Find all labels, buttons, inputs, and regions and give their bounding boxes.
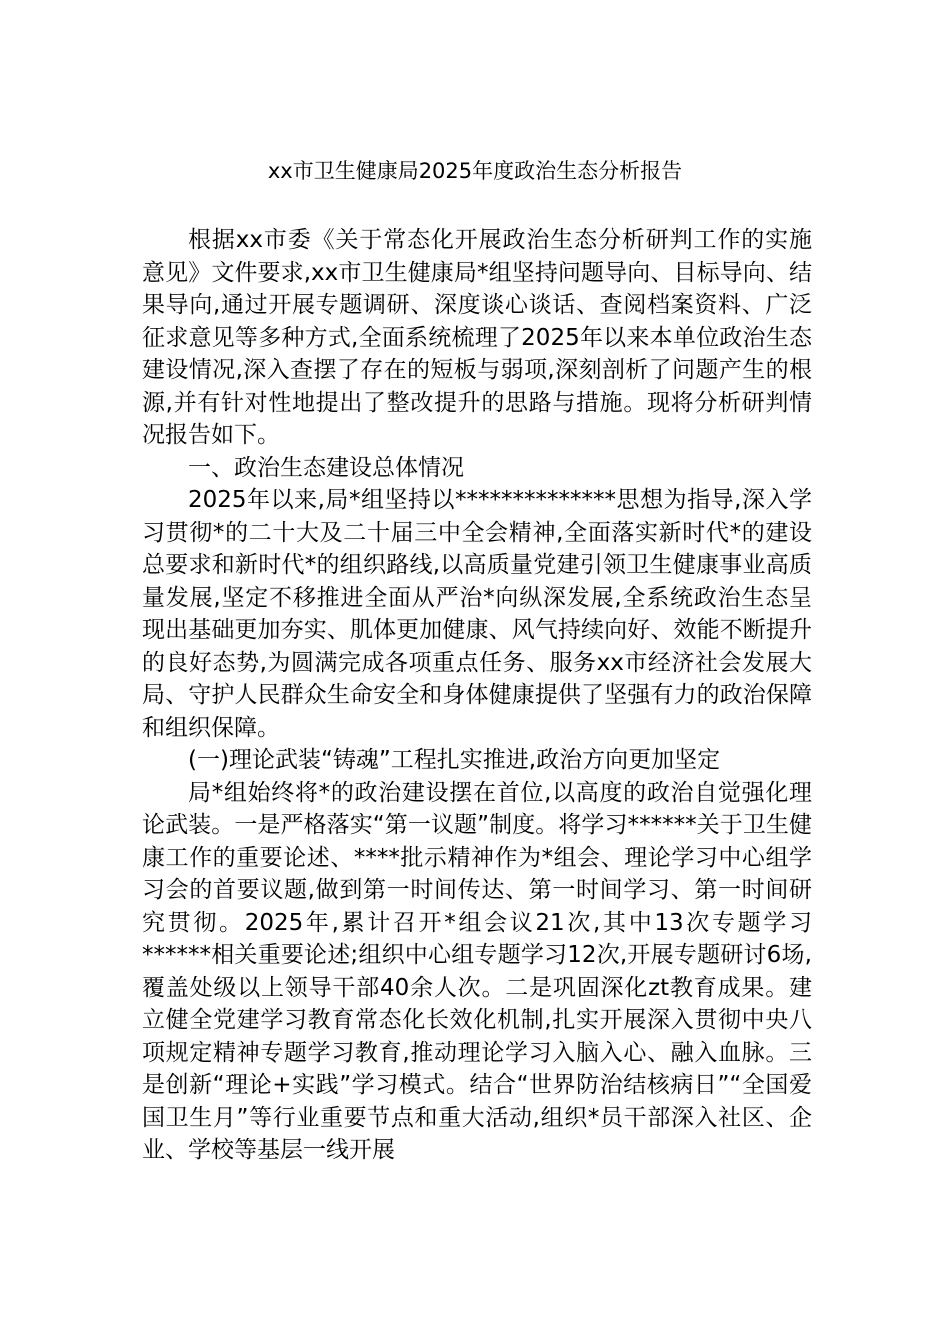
document-body <box>142 224 812 1167</box>
theory-paragraph: 局*组始终将*的政治建设摆在首位,以高度的政治自觉强化理论武装。一是严格落实“第一议题”制度。将学习******关于卫生健康工作的重要论述、****批示精神作为*组会、理论学习中心组学习会的首要议题,做到第一时间传达、第一时间学习、第一时间研究贯彻。2025年,累计召开*组会议21次,其中13次专题学习******相关重要论述;组织中心组专题学习12次,开展专题研讨6场,覆盖处级以上领导干部40余人次。二是巩固深化zt教育成果。建立健全党建学习教育常态化长效化机制,扎实开展深入贯彻中央八项规定精神专题学习教育,推动理论学习入脑入心、融入血脉。三是创新“理论+实践”学习模式。结合“世界防治结核病日”“全国爱国卫生月”等行业重要节点和重大活动,组织*员干部深入社区、企业、学校等基层一线开展 <box>142 779 812 1163</box>
document-title: xx市卫生健康局2025年度政治生态分析报告 <box>267 159 683 183</box>
section-heading-1: 一、政治生态建设总体情况 <box>188 454 464 481</box>
overview-paragraph: 2025年以来,局*组坚持以**************思想为指导,深入学习贯彻*的二十大及二十届三中全会精神,全面落实新时代*的建设总要求和新时代*的组织路线,以高质量党建引领卫生健康事业高质量发展,坚定不移推进全面从严治*向纵深发展,全系统政治生态呈现出基础更加夯实、肌体更加健康、风气持续向好、效能不断提升的良好态势,为圆满完成各项重点任务、服务xx市经济社会发展大局、守护人民群众生命安全和身体健康提供了坚强有力的政治保障和组织保障。 <box>142 487 812 741</box>
subsection-heading-1: (一)理论武装“铸魂”工程扎实推进,政治方向更加坚定 <box>188 747 721 773</box>
intro-paragraph: 根据xx市委《关于常态化开展政治生态分析研判工作的实施意见》文件要求,xx市卫生健康局*组坚持问题导向、目标导向、结果导向,通过开展专题调研、深度谈心谈话、查阅档案资料、广泛征求意见等多种方式,全面系统梳理了2025年以来本单位政治生态建设情况,深入查摆了存在的短板与弱项,深刻剖析了问题产生的根源,并有针对性地提出了整改提升的思路与措施。现将分析研判情况报告如下。 <box>142 227 812 448</box>
